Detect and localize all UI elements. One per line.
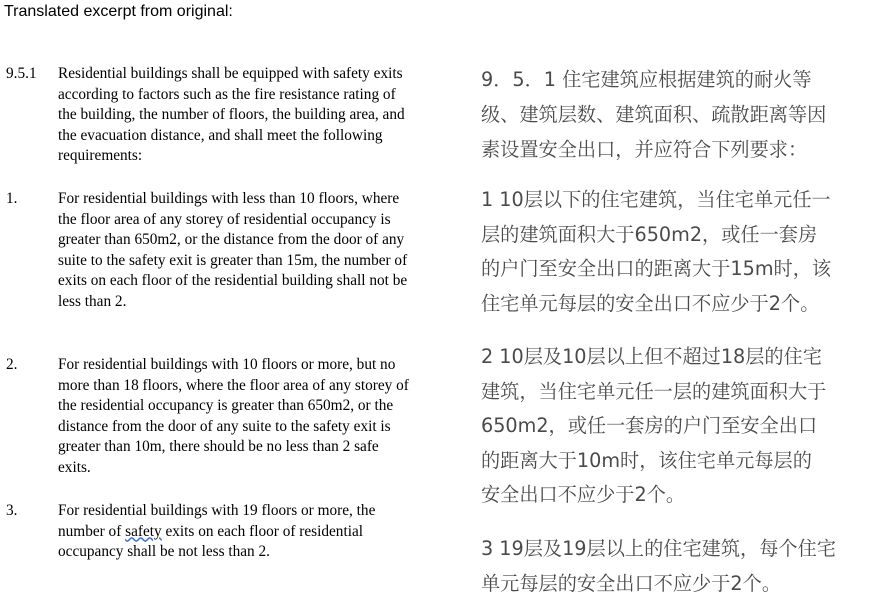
en-item-text: For residential buildings with 10 floors or more, but no more than 18 floors, where the floor area of any storey of the residential occupancy is greater than 650m2, or the distance from the door of any suite to the safety exit is greater than 10m, there should be no less than 2 safe exits. (58, 356, 409, 476)
en-item-number: 2. (6, 356, 18, 373)
en-item-number: 1. (6, 190, 18, 207)
page-title: Translated excerpt from original: (4, 3, 233, 20)
en-item-text-part: exits on each floor of residential occupancy shall be not less than 2. (58, 522, 363, 561)
en-clause-text: Residential buildings shall be equipped with safety exits according to factors such as the fire resistance rating of the building, the number of floors, the building area, and the evacuation distance, and shall meet the following requirements: (58, 65, 405, 165)
zh-item-1: 1 10层以下的住宅建筑，当住宅单元任一 层的建筑面积大于650m2，或任一套房 的户门至安全出口的距离大于15m时，该 住宅单元每层的安全出口不应少于2个。 (481, 188, 832, 315)
zh-item-2: 2 10层及10层以上但不超过18层的住宅 建筑，当住宅单元任一层的建筑面积大于 650m2，或任一套房的户门至安全出口 的距离大于10m时，该住宅单元每层的 安全出口不应少于2个。 (481, 345, 827, 506)
spellcheck-flagged-word[interactable]: safety (125, 522, 162, 540)
zh-clause-9-5-1: 9．5．1 住宅建筑应根据建筑的耐火等 级、建筑层数、建筑面积、疏散距离等因 素设置安全出口，并应符合下列要求： (481, 68, 827, 161)
en-clause-number: 9.5.1 (6, 65, 37, 82)
zh-item-3: 3 19层及19层以上的住宅建筑，每个住宅 单元每层的安全出口不应少于2个。 (481, 537, 836, 595)
en-item-text (58, 501, 453, 563)
en-item-text: For residential buildings with less than 10 floors, where the floor area of any storey of residential occupancy is greater than 650m2, or the distance from the door of any suite to the safety exit is greater than 15m, the number of exits on each floor of the residential building shall not be less than 2. (58, 190, 408, 310)
en-item-text-part: For residential buildings with 19 floors or more, the number of (58, 502, 376, 540)
en-item-number: 3. (6, 502, 18, 519)
